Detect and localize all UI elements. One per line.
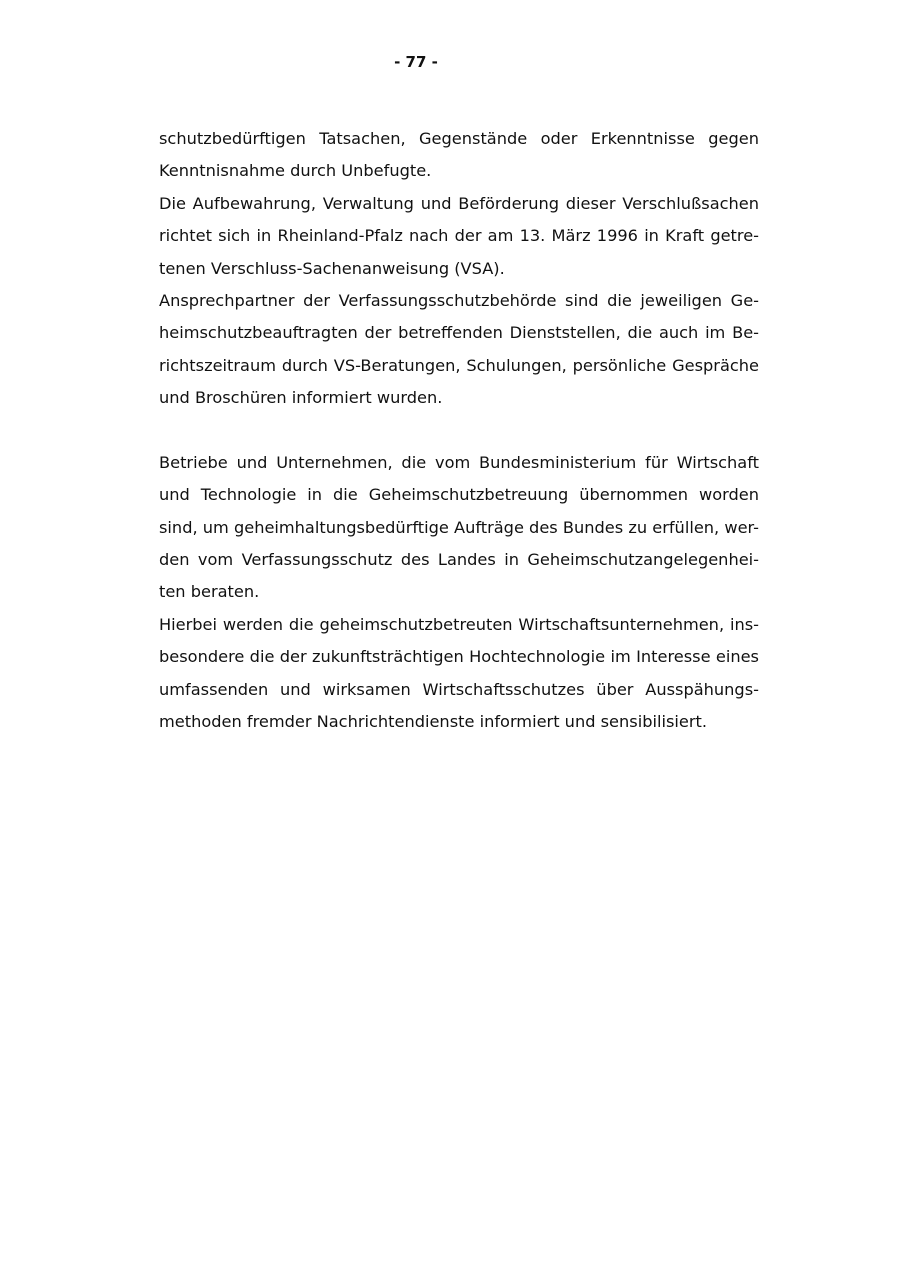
- text-line: richtet sich in Rheinland-Pfalz nach der am 13. März 1996 in Kraft getre-: [159, 226, 759, 246]
- paragraph: [159, 123, 759, 188]
- text-line: richtszeitraum durch VS-Beratungen, Schulungen, persönliche Gespräche: [159, 355, 759, 375]
- text-line: besondere die der zukunftsträchtigen Hochtechnologie im Interesse eines: [159, 647, 759, 667]
- text-line: heimschutzbeauftragten der betreffenden Dienststellen, die auch im Be-: [159, 323, 759, 343]
- text-line: ten beraten.: [159, 582, 260, 602]
- text-line: schutzbedürftigen Tatsachen, Gegenstände oder Erkenntnisse gegen: [159, 129, 759, 148]
- text-line: sind, um geheimhaltungsbedürftige Aufträge des Bundes zu erfüllen, wer-: [159, 517, 759, 537]
- text-line: Kenntnisnahme durch Unbefugte.: [159, 161, 432, 181]
- paragraph-spacer: [159, 415, 759, 447]
- text-line: Hierbei werden die geheimschutzbetreuten Wirtschaftsunternehmen, ins-: [159, 614, 759, 634]
- text-line: tenen Verschluss-Sachenanweisung (VSA).: [159, 258, 505, 278]
- text-line: den vom Verfassungsschutz des Landes in Geheimschutzangelegenhei-: [159, 550, 759, 570]
- page-number: - 77 -: [394, 53, 438, 71]
- text-line: methoden fremder Nachrichtendienste informiert und sensibilisiert.: [159, 712, 708, 732]
- text-line: und Technologie in die Geheimschutzbetreuung übernommen worden: [159, 485, 759, 505]
- text-line: und Broschüren informiert wurden.: [159, 388, 443, 408]
- paragraph: [159, 609, 759, 739]
- text-line: umfassenden und wirksamen Wirtschaftsschutzes über Ausspähungs-: [159, 679, 759, 699]
- paragraph: [159, 285, 759, 415]
- text-line: Betriebe und Unternehmen, die vom Bundesministerium für Wirtschaft: [159, 452, 759, 472]
- paragraph: [159, 188, 759, 285]
- paragraph: [159, 447, 759, 609]
- text-line: Ansprechpartner der Verfassungsschutzbehörde sind die jeweiligen Ge-: [159, 290, 759, 310]
- text-line: Die Aufbewahrung, Verwaltung und Beförderung dieser Verschlußsachen: [159, 193, 759, 213]
- body-text: [159, 123, 759, 738]
